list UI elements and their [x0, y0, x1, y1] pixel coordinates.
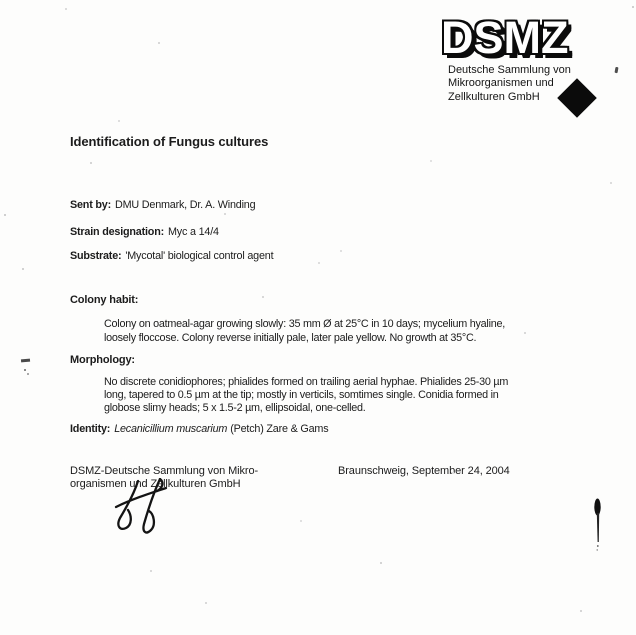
dsmz-logo-wordmark: DSMZ: [441, 12, 569, 63]
handwritten-signature: [108, 478, 170, 536]
field-strain-designation-label: Strain designation:: [70, 226, 164, 238]
colony-habit-line-1: Colony on oatmeal-agar growing slowly: 35 mm Ø at 25°C in 10 days; mycelium hyaline,: [104, 318, 505, 330]
page-title: Identification of Fungus cultures: [70, 134, 269, 149]
footer-org-line-1: DSMZ-Deutsche Sammlung von Mikro-: [70, 465, 259, 477]
scan-speck: [614, 67, 618, 73]
identity-label: Identity:: [70, 423, 111, 435]
logo-org-name: [448, 64, 571, 104]
field-strain-designation: [70, 226, 219, 240]
footer-place-date: Braunschweig, September 24, 2004: [338, 465, 510, 477]
field-substrate: [70, 250, 273, 264]
identity-line: [70, 423, 328, 437]
section-body-colony-habit: [104, 318, 505, 345]
section-heading-morphology: Morphology:: [70, 354, 135, 366]
section-body-morphology: [104, 376, 508, 415]
ink-mark-artifact: [592, 497, 604, 555]
field-sent-by-value: DMU Denmark, Dr. A. Winding: [115, 199, 256, 211]
section-heading-colony-habit: Colony habit:: [70, 294, 139, 306]
colony-habit-line-2: loosely floccose. Colony reverse initially pale, later pale yellow. No growth at 35°C.: [104, 331, 477, 344]
morphology-line-3: globose slimy heads; 5 x 1.5-2 µm, ellipsoidal, one-celled.: [104, 402, 366, 414]
field-substrate-label: Substrate:: [70, 250, 122, 262]
logo-org-line-1: Deutsche Sammlung von: [448, 64, 571, 76]
morphology-line-1: No discrete conidiophores; phialides formed on trailing aerial hyphae. Phialides 25-30 µm: [104, 376, 509, 388]
identity-species-name: Lecanicillium muscarium: [114, 423, 228, 435]
footer-org-line-2: organismen und Zellkulturen GmbH: [70, 478, 241, 491]
field-substrate-value: 'Mycotal' biological control agent: [125, 250, 274, 262]
scan-speck: [27, 373, 29, 375]
logo-org-line-2: Mikroorganismen und: [448, 77, 554, 90]
field-strain-designation-value: Myc a 14/4: [167, 226, 219, 238]
scan-speck: [24, 369, 26, 371]
scan-dash-artifact: [21, 359, 30, 362]
field-sent-by: [70, 199, 255, 213]
morphology-line-2: long, tapered to 0.5 µm at the tip; mostly in verticils, somtimes single. Conidia formed in: [104, 389, 499, 401]
field-sent-by-label: Sent by:: [70, 199, 111, 211]
logo-org-line-3: Zellkulturen GmbH: [448, 90, 540, 103]
scan-noise-specks: [0, 0, 2, 2]
identity-authority: (Petch) Zare & Gams: [230, 423, 329, 435]
